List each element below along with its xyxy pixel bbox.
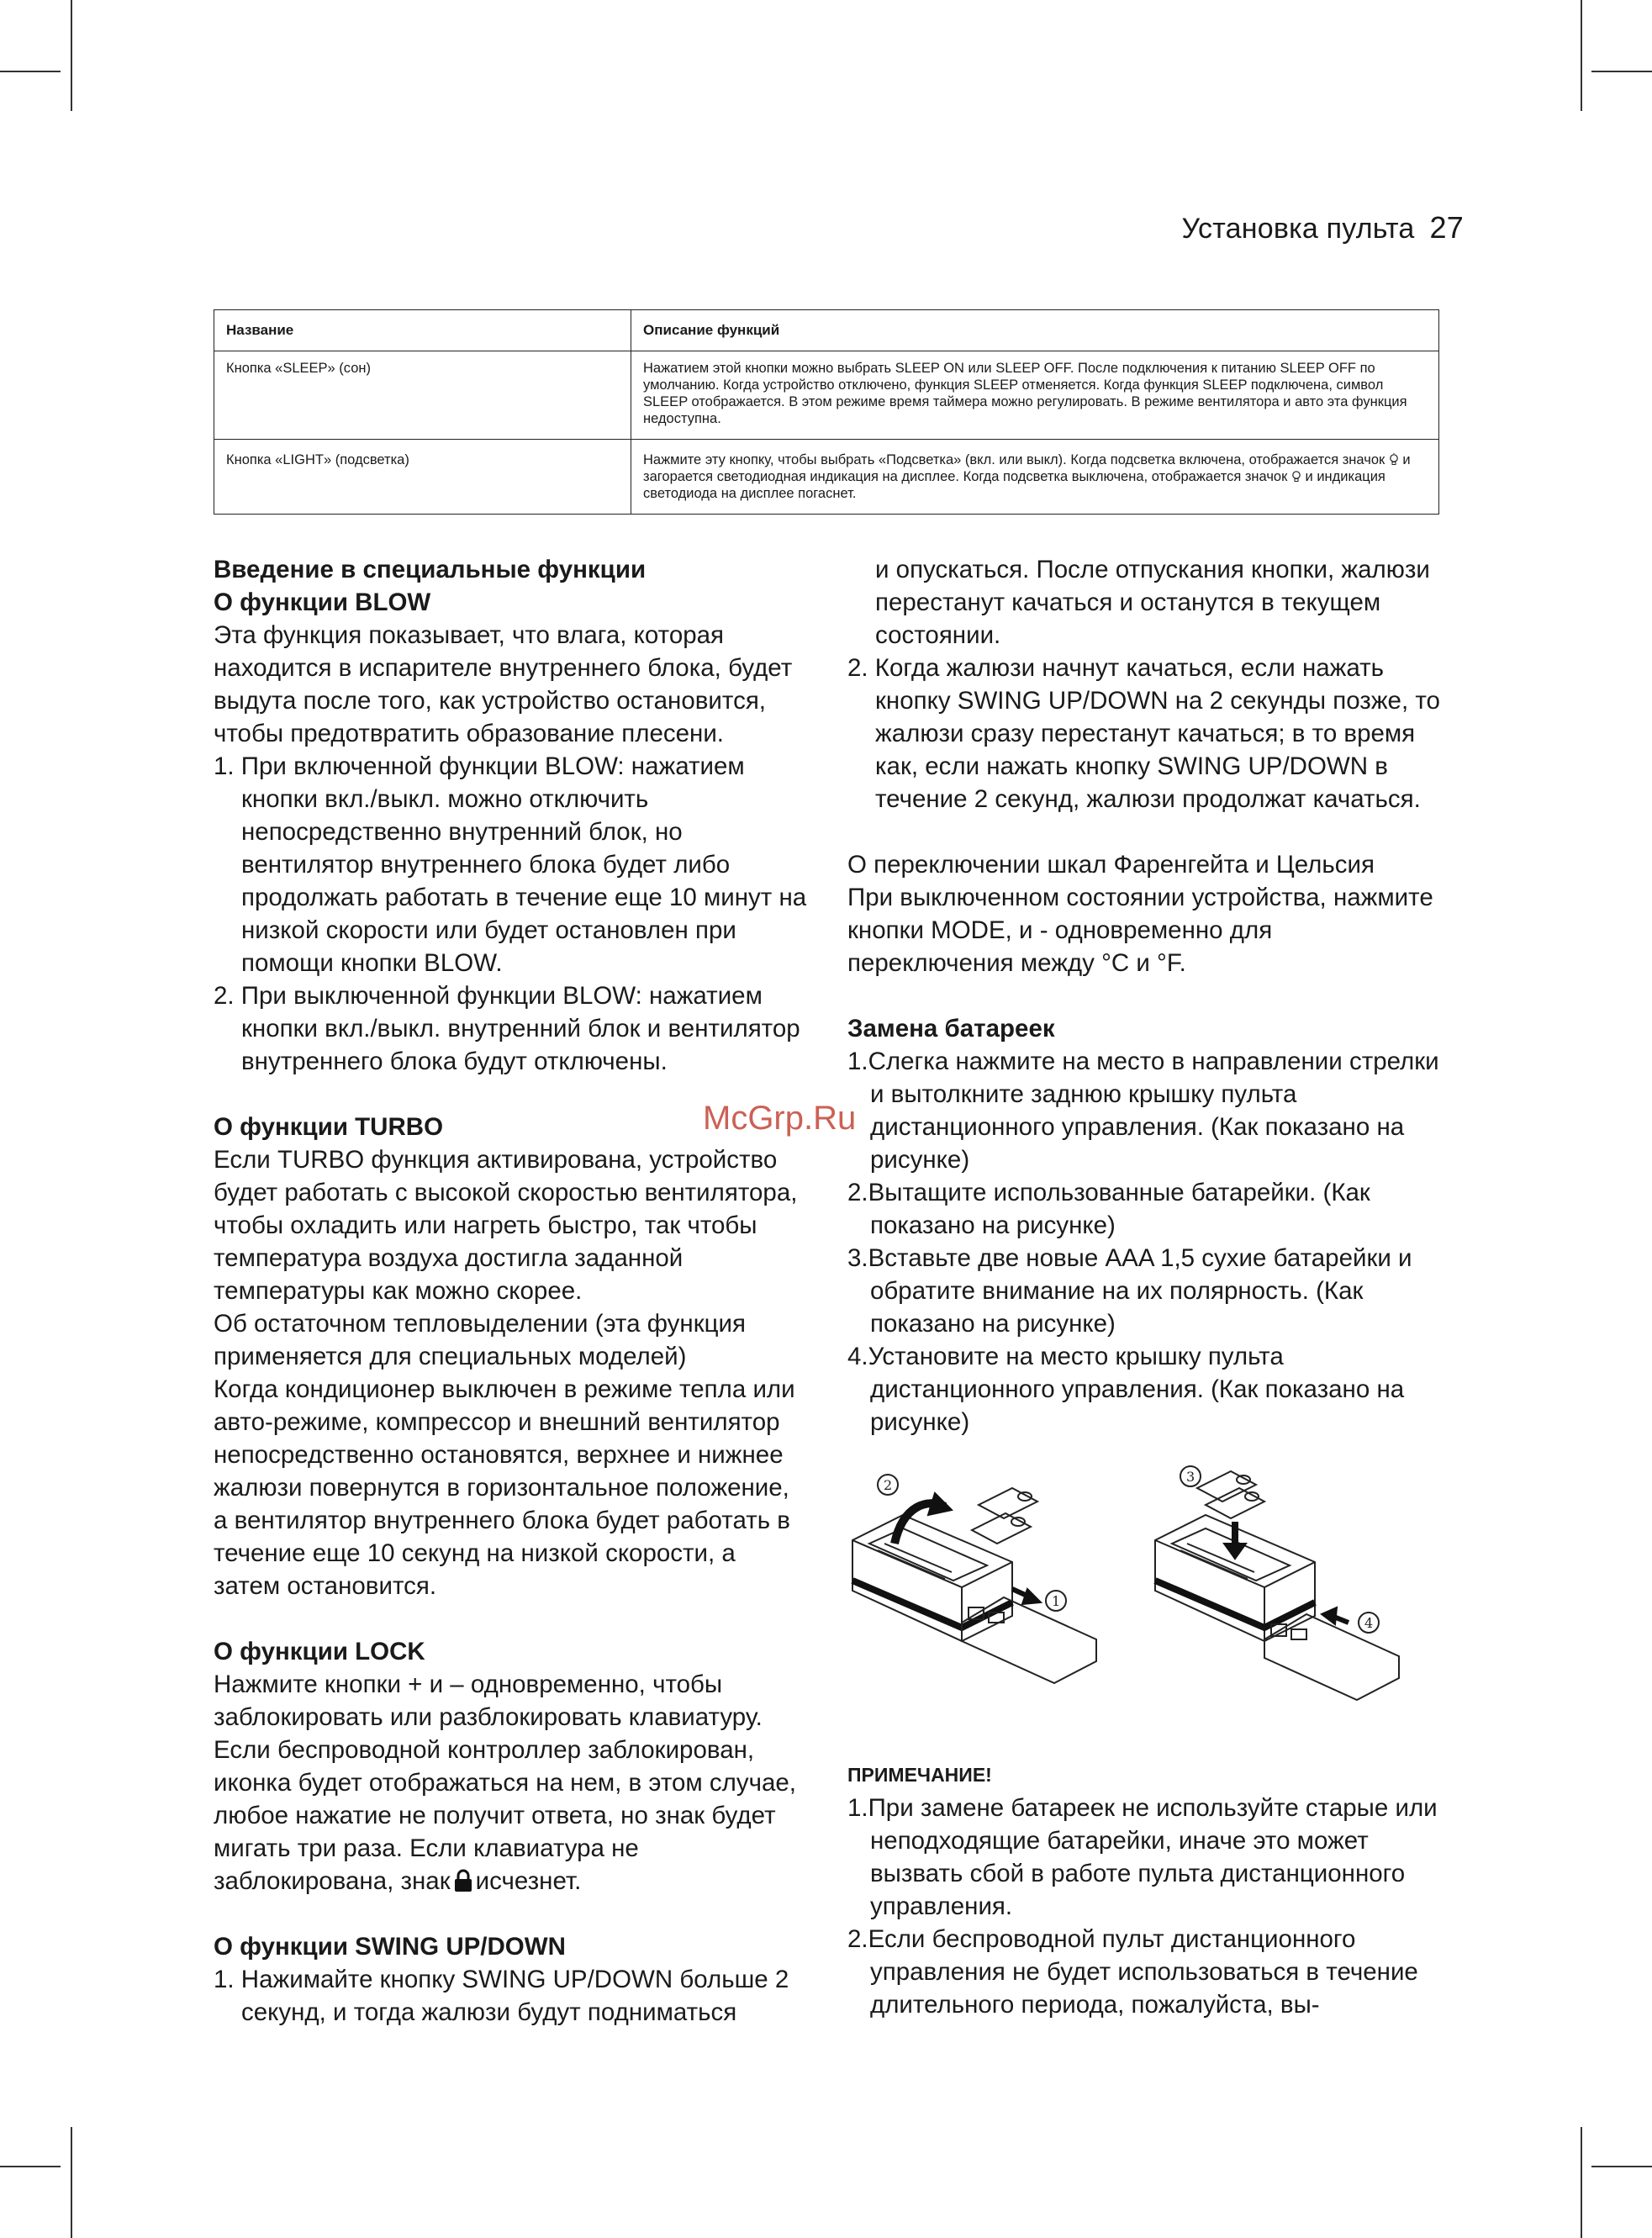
lock-icon xyxy=(454,1868,472,1892)
blow-item-2: 2. При выключенной функции BLOW: нажатием кнопки вкл./выкл. внутренний блок и вентилятор внутреннего блока будут отключены. xyxy=(214,982,800,1075)
light-desc-2: и загорается светодиодная индикация на дисплее. Когда подсветка выключена, отображается значок xyxy=(643,452,1411,484)
fc-title: О переключении шкал Фаренгейта и Цельсия xyxy=(847,851,1375,879)
battery-item-1: 1.Слегка нажмите на место в направлении стрелки и вытолкните заднюю крышку пульта дистанционного управления. (Как показано на рисунке) xyxy=(847,1048,1439,1174)
crop-mark xyxy=(1581,2127,1582,2238)
blow-text: Эта функция показывает, что влага, которая находится в испарителе внутреннего блока, будет выдута после того, как устройство остановится, чтобы предотвратить образование плесени. xyxy=(214,621,793,747)
functions-table xyxy=(214,309,1439,515)
battery-item-3: 3.Вставьте две новые AAA 1,5 сухие батарейки и обратите внимание на их полярность. (Как показано на рисунке) xyxy=(847,1244,1412,1338)
table-cell-desc xyxy=(631,440,1439,515)
blow-title: О функции BLOW xyxy=(214,589,431,616)
table-header-name: Название xyxy=(214,310,631,351)
table-cell-name: Кнопка «LIGHT» (подсветка) xyxy=(214,440,631,515)
crop-mark xyxy=(1591,71,1652,72)
fig-label-2: 2 xyxy=(884,1477,893,1493)
bulb-off-icon xyxy=(1291,469,1301,484)
left-column xyxy=(214,553,807,2029)
battery-title: Замена батареек xyxy=(847,1015,1055,1042)
turbo-title: О функции TURBO xyxy=(214,1113,444,1141)
table-cell-name: Кнопка «SLEEP» (сон) xyxy=(214,351,631,440)
lock-text-2: исчезнет. xyxy=(475,1867,582,1895)
crop-mark xyxy=(1581,0,1582,111)
running-head xyxy=(1182,210,1464,245)
battery-diagram xyxy=(844,1463,1433,1715)
table-header-row xyxy=(214,310,1439,351)
light-desc-3: и индикация светодиода на дисплее погаснет. xyxy=(643,469,1385,501)
crop-mark xyxy=(0,71,61,72)
blow-item-1: 1. При включенной функции BLOW: нажатием кнопки вкл./выкл. можно отключить непосредственно внутренний блок, но вентилятор внутреннего блока будет либо продолжать работать в течение еще 10 минут на низкой скорости или будет остановлен при помощи кнопки BLOW. xyxy=(214,752,807,977)
lock-text-1: Нажмите кнопки + и – одновременно, чтобы заблокировать или разблокировать клавиатуру. Если беспроводной контроллер заблокирован, иконка будет отображаться на нем, в этом случае, любое нажатие не получит ответа, но знак будет мигать три раза. Если клавиатура не заблокирована, знак xyxy=(214,1671,796,1895)
header-title: Установка пульта xyxy=(1181,213,1415,245)
crop-mark xyxy=(71,0,72,111)
note-block xyxy=(847,1759,1441,2021)
fig-label-3: 3 xyxy=(1186,1469,1195,1485)
bulb-on-icon xyxy=(1389,452,1399,467)
crop-mark xyxy=(0,2166,61,2167)
right-column xyxy=(847,553,1441,1438)
lock-title: О функции LOCK xyxy=(214,1638,425,1665)
note-item-2: 2.Если беспроводной пульт дистанционного управления не будет использоваться в течение длительного периода, пожалуйста, вы- xyxy=(847,1925,1418,2019)
swing-continued: и опускаться. После отпускания кнопки, жалюзи перестанут качаться и останутся в текущем состоянии. xyxy=(875,556,1430,649)
intro-title: Введение в специальные функции xyxy=(214,556,647,583)
battery-item-4: 4.Установите на место крышку пульта дистанционного управления. (Как показано на рисунке) xyxy=(847,1343,1405,1436)
swing-item-2: 2. Когда жалюзи начнут качаться, если нажать кнопку SWING UP/DOWN на 2 секунды позже, то жалюзи сразу перестанут качаться; в то время как, если нажать кнопку SWING UP/DOWN в течение 2 секунд, жалюзи продолжат качаться. xyxy=(847,654,1440,813)
watermark: McGrp.Ru xyxy=(703,1100,857,1137)
battery-replacement-figure xyxy=(844,1463,1433,1715)
heat-title: Об остаточном тепловыделении (эта функция применяется для специальных моделей) xyxy=(214,1310,746,1370)
light-desc-1: Нажмите эту кнопку, чтобы выбрать «Подсветка» (вкл. или выкл). Когда подсветка включена, отображается значок xyxy=(643,452,1385,467)
table-row xyxy=(214,351,1439,440)
crop-mark xyxy=(71,2127,72,2238)
crop-mark xyxy=(1591,2166,1652,2167)
fig-label-4: 4 xyxy=(1364,1615,1374,1631)
table-header-desc: Описание функций xyxy=(631,310,1439,351)
swing-item-1: 1. Нажимайте кнопку SWING UP/DOWN больше 2 секунд, и тогда жалюзи будут подниматься xyxy=(214,1966,789,2026)
turbo-text: Если TURBO функция активирована, устройство будет работать с высокой скоростью вентилятора, чтобы охладить или нагреть быстро, так чтобы температура воздуха достигла заданной температуры как можно скорее. xyxy=(214,1146,798,1305)
fig-label-1: 1 xyxy=(1052,1593,1061,1609)
table-row xyxy=(214,440,1439,515)
swing-title: О функции SWING UP/DOWN xyxy=(214,1933,566,1961)
note-item-1: 1.При замене батареек не используйте старые или неподходящие батарейки, иначе это может вызвать сбой в работе пульта дистанционного управления. xyxy=(847,1794,1438,1920)
fc-text: При выключенном состоянии устройства, нажмите кнопки MODE, и - одновременно для переключения между °C и °F. xyxy=(847,884,1433,977)
table-cell-desc: Нажатием этой кнопки можно выбрать SLEEP ON или SLEEP OFF. После подключения к питанию SLEEP OFF по умолчанию. Когда устройство отключено, функция SLEEP отменяется. Когда функция SLEEP подключена, символ SLEEP отображается. В этом режиме время таймера можно регулировать. В режиме вентилятора и авто эта функция недоступна. xyxy=(631,351,1439,440)
note-title: ПРИМЕЧАНИЕ! xyxy=(847,1764,992,1786)
page-number: 27 xyxy=(1429,210,1464,245)
lock-text xyxy=(214,1668,807,1898)
heat-text: Когда кондиционер выключен в режиме тепла или авто-режиме, компрессор и внешний вентилятор непосредственно остановятся, верхнее и нижнее жалюзи повернутся в горизонтальное положение, а вентилятор внутреннего блока будет работать в течение еще 10 секунд на низкой скорости, а затем остановится. xyxy=(214,1375,795,1600)
battery-item-2: 2.Вытащите использованные батарейки. (Как показано на рисунке) xyxy=(847,1179,1370,1239)
